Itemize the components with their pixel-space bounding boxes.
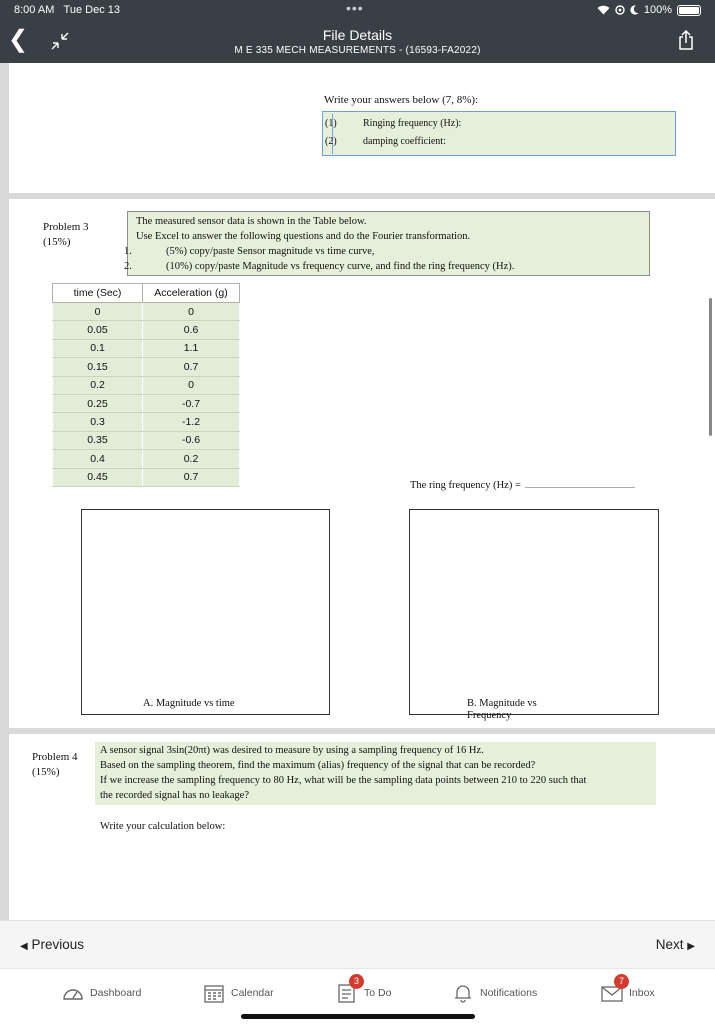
answer-row [325, 118, 462, 129]
next-label: Next [655, 937, 684, 952]
inbox-icon-wrap [601, 976, 624, 1003]
answer-number: (1) [325, 118, 337, 129]
answers-intro: Write your answers below (7, 8%): [324, 94, 479, 106]
statement-line: A sensor signal 3sin(20πt) was desired to measure by using a sampling frequency of 16 Hz. [100, 745, 484, 756]
multitask-dots-icon[interactable]: ••• [346, 0, 364, 16]
time-cell: 0.15 [53, 358, 143, 376]
right-arrow-icon: ▶ [687, 941, 695, 952]
tab-label: Calendar [231, 987, 274, 999]
acceleration-cell: 0.2 [143, 450, 240, 468]
document-page [9, 734, 715, 920]
tab-notifications[interactable] [452, 983, 537, 1003]
table-row [53, 413, 240, 431]
statement-line: Use Excel to answer the following questions and do the Fourier transformation. [136, 231, 471, 242]
plot-a-box [81, 509, 330, 715]
next-button[interactable] [656, 937, 695, 952]
ring-frequency-answer [410, 480, 635, 491]
orientation-lock-icon [615, 5, 625, 15]
tab-calendar[interactable] [203, 983, 274, 1003]
statement-line: If we increase the sampling frequency to 80 Hz, what will be the sampling data points between 210 to 220 such that [100, 775, 587, 786]
document-page [9, 199, 715, 728]
ring-frequency-label: The ring frequency (Hz) = [410, 480, 521, 491]
status-bar [0, 0, 715, 22]
previous-button[interactable] [20, 937, 84, 952]
table-row [53, 376, 240, 394]
table-row [53, 358, 240, 376]
tab-todo[interactable] [336, 976, 392, 1003]
top-bar [0, 0, 715, 63]
table-row [53, 303, 240, 321]
moon-icon [630, 5, 639, 15]
time-cell: 0.25 [53, 394, 143, 412]
battery-percent: 100% [643, 4, 672, 16]
todo-icon-wrap [336, 976, 359, 1003]
document-page [9, 63, 715, 193]
table-row [53, 450, 240, 468]
item-number: 2. [124, 261, 132, 272]
statement-item [124, 244, 641, 259]
table-row [53, 394, 240, 412]
acceleration-cell: 0.7 [143, 468, 240, 486]
answer-number: (2) [325, 136, 337, 147]
time-cell: 0.2 [53, 376, 143, 394]
share-icon[interactable] [677, 29, 695, 51]
time-cell: 0.35 [53, 431, 143, 449]
status-right [597, 4, 701, 16]
problem-3-statement [124, 211, 650, 276]
statement-line: the recorded signal has no leakage? [100, 790, 249, 801]
acceleration-cell: 1.1 [143, 339, 240, 357]
bell-icon [452, 983, 474, 1003]
status-time [14, 4, 120, 16]
problem-4-statement [95, 742, 656, 805]
problem-3-label [43, 220, 89, 250]
sensor-data-table [52, 283, 240, 487]
back-chevron-icon[interactable]: ❮ [8, 26, 29, 53]
calendar-icon [203, 983, 225, 1003]
problem-weight: (15%) [43, 236, 71, 248]
statement-line: The measured sensor data is shown in the Table below. [136, 216, 367, 227]
plot-a-caption: A. Magnitude vs time [143, 698, 235, 709]
pager-bar [0, 920, 715, 968]
table-row [53, 321, 240, 339]
column-header: Acceleration (g) [143, 284, 240, 303]
wifi-icon [597, 5, 610, 15]
battery-icon [677, 5, 701, 16]
column-header: time (Sec) [53, 284, 143, 303]
acceleration-cell: -1.2 [143, 413, 240, 431]
problem-4-label [32, 750, 78, 780]
time-cell: 0.4 [53, 450, 143, 468]
problem-title: Problem 4 [32, 751, 78, 763]
course-subtitle: M E 335 MECH MEASUREMENTS - (16593-FA2022) [234, 45, 481, 56]
answer-row [325, 136, 446, 147]
time-cell: 0 [53, 303, 143, 321]
tab-label: Notifications [480, 987, 538, 999]
nav-bar [0, 22, 715, 63]
table-header-row [53, 284, 240, 303]
acceleration-cell: 0 [143, 303, 240, 321]
tab-inbox[interactable] [601, 976, 655, 1003]
dashboard-icon [62, 983, 84, 1003]
statement-line: Based on the sampling theorem, find the maximum (alias) frequency of the signal that can be recorded? [100, 760, 536, 771]
item-text: (10%) copy/paste Magnitude vs frequency curve, and find the ring frequency (Hz). [166, 261, 515, 272]
statement-item [124, 259, 641, 274]
answer-blank [525, 487, 635, 488]
inbox-badge: 7 [614, 974, 629, 989]
acceleration-cell: 0 [143, 376, 240, 394]
time-cell: 0.1 [53, 339, 143, 357]
tab-label: Dashboard [90, 987, 142, 999]
item-text: (5%) copy/paste Sensor magnitude vs time curve, [166, 246, 375, 257]
document-viewer[interactable] [0, 63, 715, 920]
previous-label: Previous [31, 937, 84, 952]
problem-weight: (15%) [32, 766, 60, 778]
clock-time: 8:00 AM [14, 4, 55, 16]
plot-b-box [409, 509, 659, 721]
table-row [53, 431, 240, 449]
left-arrow-icon: ◀ [20, 941, 28, 952]
tab-dashboard[interactable] [62, 983, 141, 1003]
table-row [53, 468, 240, 486]
scrollbar[interactable] [709, 298, 712, 436]
time-cell: 0.45 [53, 468, 143, 486]
item-number: 1. [124, 246, 132, 257]
page-title: File Details [322, 27, 393, 43]
answer-box [322, 111, 676, 156]
tab-label: Inbox [629, 987, 655, 999]
clock-date: Tue Dec 13 [63, 4, 120, 16]
table-row [53, 339, 240, 357]
time-cell: 0.3 [53, 413, 143, 431]
tab-label: To Do [364, 987, 392, 999]
acceleration-cell: -0.7 [143, 394, 240, 412]
time-cell: 0.05 [53, 321, 143, 339]
answer-label: Ringing frequency (Hz): [363, 118, 462, 129]
answer-label: damping coefficient: [363, 136, 446, 147]
acceleration-cell: 0.7 [143, 358, 240, 376]
problem-title: Problem 3 [43, 221, 89, 233]
acceleration-cell: 0.6 [143, 321, 240, 339]
todo-badge: 3 [349, 974, 364, 989]
home-indicator[interactable] [241, 1014, 475, 1019]
plot-b-caption: B. Magnitude vs Frequency [467, 698, 537, 721]
calculation-prompt: Write your calculation below: [100, 821, 226, 832]
acceleration-cell: -0.6 [143, 431, 240, 449]
